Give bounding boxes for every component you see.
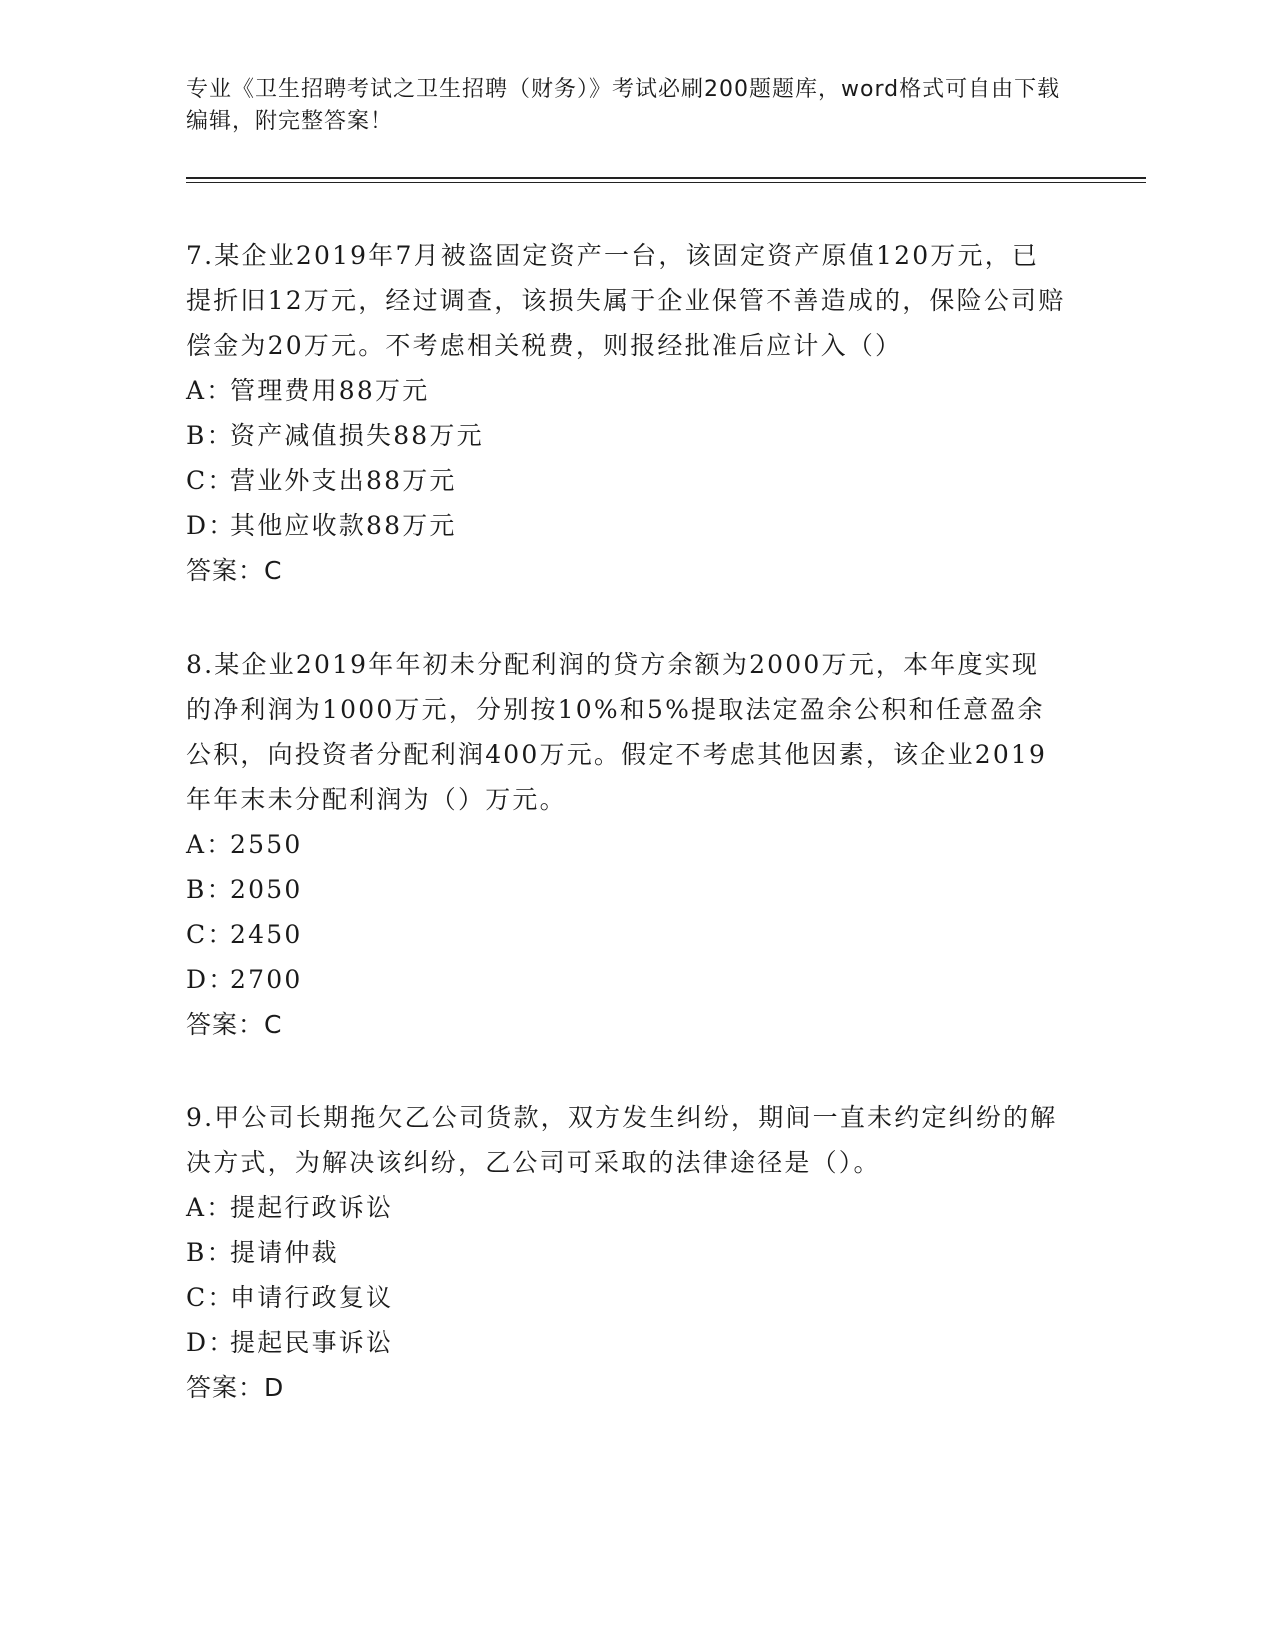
question-stem: 8.某企业2019年年初未分配利润的贷方余额为2000万元，本年度实现的净利润为1000万元，分别按10%和5%提取法定盈余公积和任意盈余公积，向投资者分配利润400万元。假定不考虑其他因素，该企业2019年年末未分配利润为（）万元。 [186, 650, 1048, 814]
option-text: 2700 [230, 965, 303, 994]
option-c [186, 1275, 1066, 1320]
question-stem: 9.甲公司长期拖欠乙公司货款，双方发生纠纷，期间一直未约定纠纷的解决方式，为解决该纠纷，乙公司可采取的法律途径是（）。 [186, 1103, 1058, 1177]
question-stem: 7.某企业2019年7月被盗固定资产一台，该固定资产原值120万元，已提折旧12万元，经过调查，该损失属于企业保管不善造成的，保险公司赔偿金为20万元。不考虑相关税费，则报经批准后应计入（） [186, 241, 1066, 360]
option-key: A： [186, 830, 234, 859]
option-key: B： [186, 1238, 234, 1267]
option-text: 2450 [230, 920, 303, 949]
option-key: C： [186, 920, 235, 949]
option-key: B： [186, 421, 234, 450]
document-header: 专业《卫生招聘考试之卫生招聘（财务）》考试必刷200题题库，word格式可自由下载编辑，附完整答案！ [186, 77, 1061, 134]
option-text: 申请行政复议 [230, 1283, 394, 1312]
option-text: 管理费用88万元 [230, 376, 430, 405]
option-d [186, 503, 1066, 548]
option-a [186, 822, 1066, 867]
option-key: D： [186, 965, 236, 994]
header-rule-thin [186, 182, 1146, 183]
option-text: 其他应收款88万元 [230, 511, 457, 540]
question-7 [186, 233, 1066, 593]
question-8 [186, 642, 1066, 1047]
option-b [186, 1230, 1066, 1275]
option-b [186, 413, 1066, 458]
option-a [186, 1185, 1066, 1230]
option-text: 提请仲裁 [230, 1238, 339, 1267]
option-d [186, 1320, 1066, 1365]
option-key: A： [186, 1193, 234, 1222]
option-c [186, 458, 1066, 503]
option-key: D： [186, 1328, 236, 1357]
option-key: D： [186, 511, 236, 540]
option-text: 资产减值损失88万元 [230, 421, 484, 450]
option-text: 营业外支出88万元 [230, 466, 457, 495]
question-9 [186, 1095, 1066, 1410]
option-b [186, 867, 1066, 912]
option-text: 提起民事诉讼 [230, 1328, 394, 1357]
answer-line: 答案：C [186, 1010, 283, 1039]
option-text: 2550 [230, 830, 303, 859]
option-key: C： [186, 1283, 235, 1312]
option-d [186, 957, 1066, 1002]
option-c [186, 912, 1066, 957]
option-key: C： [186, 466, 235, 495]
answer-line: 答案：D [186, 1373, 285, 1402]
option-text: 提起行政诉讼 [230, 1193, 394, 1222]
option-text: 2050 [230, 875, 303, 904]
option-key: B： [186, 875, 234, 904]
option-key: A： [186, 376, 234, 405]
option-a [186, 368, 1066, 413]
header-rule-thick [186, 177, 1146, 179]
answer-line: 答案：C [186, 556, 283, 585]
